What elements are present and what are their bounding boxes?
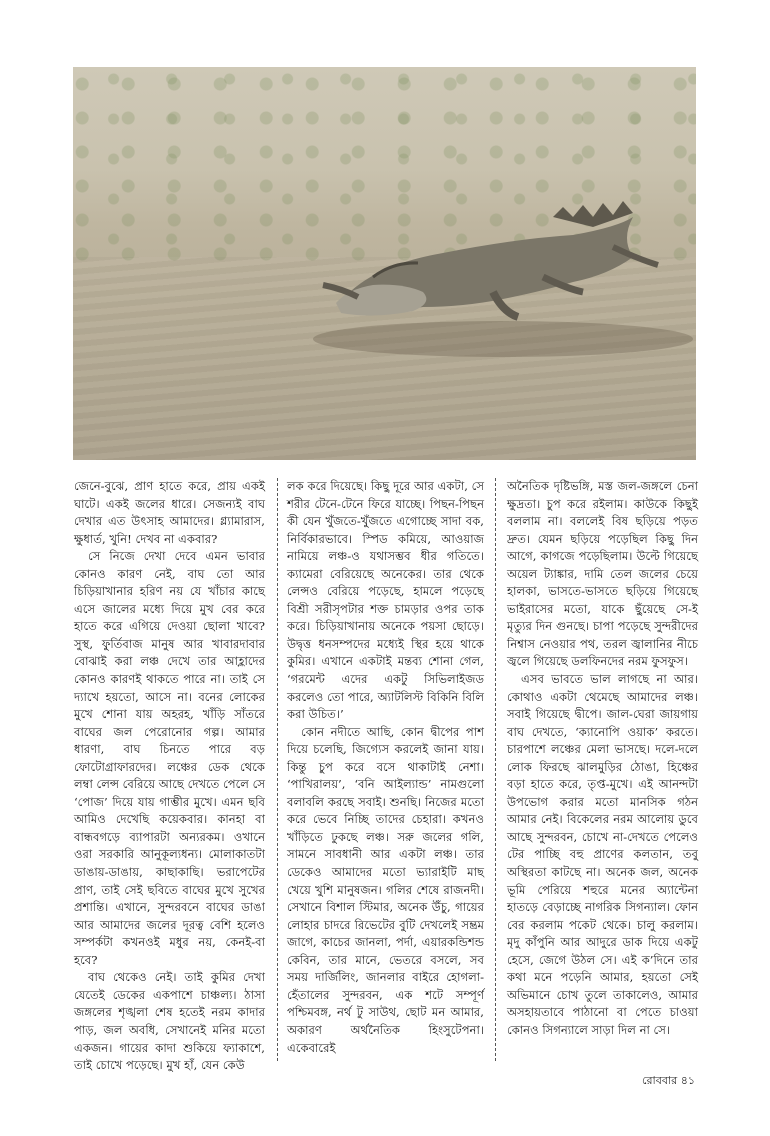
- paragraph: এসব ভাবতে ভাল লাগছে না আর। কোথাও একটা থেমেছে আমাদের লঞ্চ। সবাই গিয়েছে দ্বীপে। জাল-ঘেরা জায়গায় বাঘ দেখতে, ‘ক্যানোপি ওয়াক’ করতে। চারপাশে লঞ্চের মেলা ভাসছে। দলে-দলে লোক ফিরছে ঝালমুড়ির ঠোঙা, হিঞ্চের বড়া হাতে করে, তৃপ্ত-মুখে। এই আনন্দটা উপভোগ করার মতো মানসিক গঠন আমার নেই। বিকেলের নরম আলোয় ডুবে আছে সুন্দরবন, চোখে না-দেখতে পেলেও টের পাচ্ছি বহু প্রাণের কলতান, তবু অস্থিরতা কাটছে না। অনেক জল, অনেক ভূমি পেরিয়ে শহুরে মনের অ্যান্টেনা হাতড়ে বেড়াচ্ছে নাগরিক সিগন্যাল। ফোন বের করলাম পকেট থেকে। চালু করলাম। মৃদু কাঁপুনি আর আদুরে ডাক দিয়ে একটু হেসে, জেগে উঠল সে। এই ক’দিনে তার কথা মনে পড়েনি আমার, হয়তো সেই অভিমানে চোখ তুলে তাকালেও, আমার অসহায়তাবে পাঠানো বা পেতে চাওয়া কোনও সিগন্যালে সাড়া দিল না সে।: [507, 672, 698, 1037]
- paragraph: অনৈতিক দৃষ্টিভঙ্গি, মস্ত জল-জঙ্গলে চেনা ক্ষুদ্রতা। চুপ করে রইলাম। কাউকে কিছুই বললাম না। বললেই বিষ ছড়িয়ে পড়ত দ্রুত। যেমন ছড়িয়ে পড়েছিল কিছু দিন আগে, কাগজে পড়েছিলাম। উল্টে গিয়েছে অয়েল ট্যাঙ্কার, দামি তেল জলের চেয়ে হালকা, ভাসতে-ভাসতে ছড়িয়ে গিয়েছে ভাইরাসের মতো, যাকে ছুঁয়েছে সে-ই মৃত্যুর দিন গুনছে। চাপা পড়েছে সুন্দরীদের নিশ্বাস নেওয়ার পথ, তরল জ্বালানির নীচে জ্বলে গিয়েছে ডলফিনদের নরম ফুসফুস।: [507, 479, 698, 669]
- column-divider: [277, 478, 278, 1061]
- column-divider: [495, 478, 496, 1061]
- crocodile-photo: [73, 67, 696, 460]
- column-1: [74, 478, 265, 1073]
- column-3: [507, 478, 698, 1061]
- article-body: [74, 478, 698, 1073]
- paragraph: লক করে দিয়েছে। কিছু দূরে আর একটা, সে শরীর টেনে-টেনে ফিরে যাচ্ছে। পিছন-পিছন কী যেন খুঁজতে-খুঁজতে এগোচ্ছে সাদা বক, নির্বিকারভাবে। স্পিড কমিয়ে, আওয়াজ নামিয়ে লঞ্চ-ও যথাসম্ভব ধীর গতিতে। ক্যামেরা বেরিয়েছে অনেকের। তার থেকে লেন্সও বেরিয়ে পড়েছে, হামলে পড়েছে বিশ্রী সরীসৃপটার শক্ত চামড়ার ওপর তাক করে। চিড়িয়াখানায় অনেকে পয়সা ছোড়ে। উদ্বৃত্ত ধনসম্পদের মধ্যেই স্থির হয়ে থাকে কুমির। এখানে একটাই মন্তব্য শোনা গেল, ‘গরমেন্ট এদের একটু সিভিলাইজড করলেও তো পারে, অ্যাটলিস্ট বিকিনি বিলি করা উচিত।’: [287, 479, 484, 722]
- column-2: [287, 478, 484, 1061]
- paragraph: বাঘ থেকেও নেই। তাই কুমির দেখা যেতেই ডেকের একপাশে চাঞ্চল্য। ঠাসা জঙ্গলের শৃঙ্খলা শেষ হতেই নরম কাদার পাড়, জল অবধি, সেখানেই মনির মতো একজন। গায়ের কাদা শুকিয়ে ফ্যাকাশে, তাই চোখে পড়েছে। মুখ হাঁ, যেন কেউ: [74, 970, 265, 1073]
- paragraph: সে নিজে দেখা দেবে এমন ভাবার কোনও কারণ নেই, বাঘ তো আর চিড়িয়াখানার হরিণ নয় যে খাঁচার কাছে এসে জালের মধ্যে দিয়ে মুখ বের করে হাতে করে এগিয়ে দেওয়া ছোলা খাবে? সুস্থ, ফুর্তিবাজ মানুষ আর খাবারদাবার বোঝাই করা লঞ্চ দেখে তার আহ্লাদের কোনও কারণই থাকতে পারে না। তাই সে দ্যাখে হয়তো, আসে না। বনের লোকের মুখে শোনা যায় অহরহ, খাঁড়ি সাঁতরে বাঘের জল পেরোনোর গল্প। আমার ধারণা, বাঘ চিনতে পারে বড় ফোটোগ্রাফারদের। লঞ্চের ডেক থেকে লম্বা লেন্স বেরিয়ে আছে দেখতে পেলে সে ‘পোজ’ দিয়ে যায় গাম্ভীর মুখে। এমন ছবি আমিও দেখেছি কয়েকবার। কানহা বা বান্ধবগড়ে ব্যাপারটা অন্যরকম। ওখানে ওরা সরকারি আনুকূল্যধন্য। মোলাকাতটা ডাঙায়-ডাঙায়, কাছাকাছি। ভরাপেটের প্রাণ, তাই সেই ছবিতে বাঘের মুখে সুখের প্রশান্তি। এখানে, সুন্দরবনে বাঘের ডাঙা আর আমাদের জলের দূরত্ব বেশি হলেও সম্পর্কটা কখনওই মধুর নয়, কেনই-বা হবে?: [74, 549, 265, 967]
- paragraph: কোন নদীতে আছি, কোন দ্বীপের পাশ দিয়ে চলেছি, জিগ্যেস করলেই জানা যায়। কিন্তু চুপ করে বসে থাকাটাই নেশা। ‘পাখিরালয়’, ‘বনি আইল্যান্ড’ নামগুলো বলাবলি করছে সবাই। শুনছি। নিজের মতো করে ভেবে নিচ্ছি তাদের চেহারা। কখনও খাঁড়িতে ঢুকছে লঞ্চ। সরু জলের গলি, সামনে সাবধানী আর একটা লঞ্চ। তার ডেকেও আমাদের মতো ভ্যারাইটি মাছ খেয়ে খুশি মানুষজন। গলির শেষে রাজনদী। সেখানে বিশাল স্টিমার, অনেক উঁচু, গায়ের লোহার চাদরে রিভেটের বুটি দেখলেই সম্ভ্রম জাগে, কাচের জানলা, পর্দা, এয়ারকন্ডিশন্ড কেবিন, তার মানে, ভেতরে বসলে, সব সময় দার্জিলিং, জানলার বাইরে হোগলা-হেঁতালের সুন্দরবন, এক শটে সম্পূর্ণ পশ্চিমবঙ্গ, নর্থ টু সাউথ, ছোট মন আমার, অকারণ অর্থনৈতিক হিংসুটেপনা। একেবারেই: [287, 724, 484, 1055]
- crocodile-illustration: [73, 67, 696, 460]
- paragraph: জেনে-বুঝে, প্রাণ হাতে করে, প্রায় একই ঘাটে। একই জলের ধারে। সেজন্যই বাঘ দেখার এত উৎসাহ আমাদের। গ্ল্যামারাস, ক্ষুধার্ত, খুনি! দেখব না একবার?: [74, 479, 265, 546]
- page-footer: রোববার ৪১: [642, 1074, 695, 1087]
